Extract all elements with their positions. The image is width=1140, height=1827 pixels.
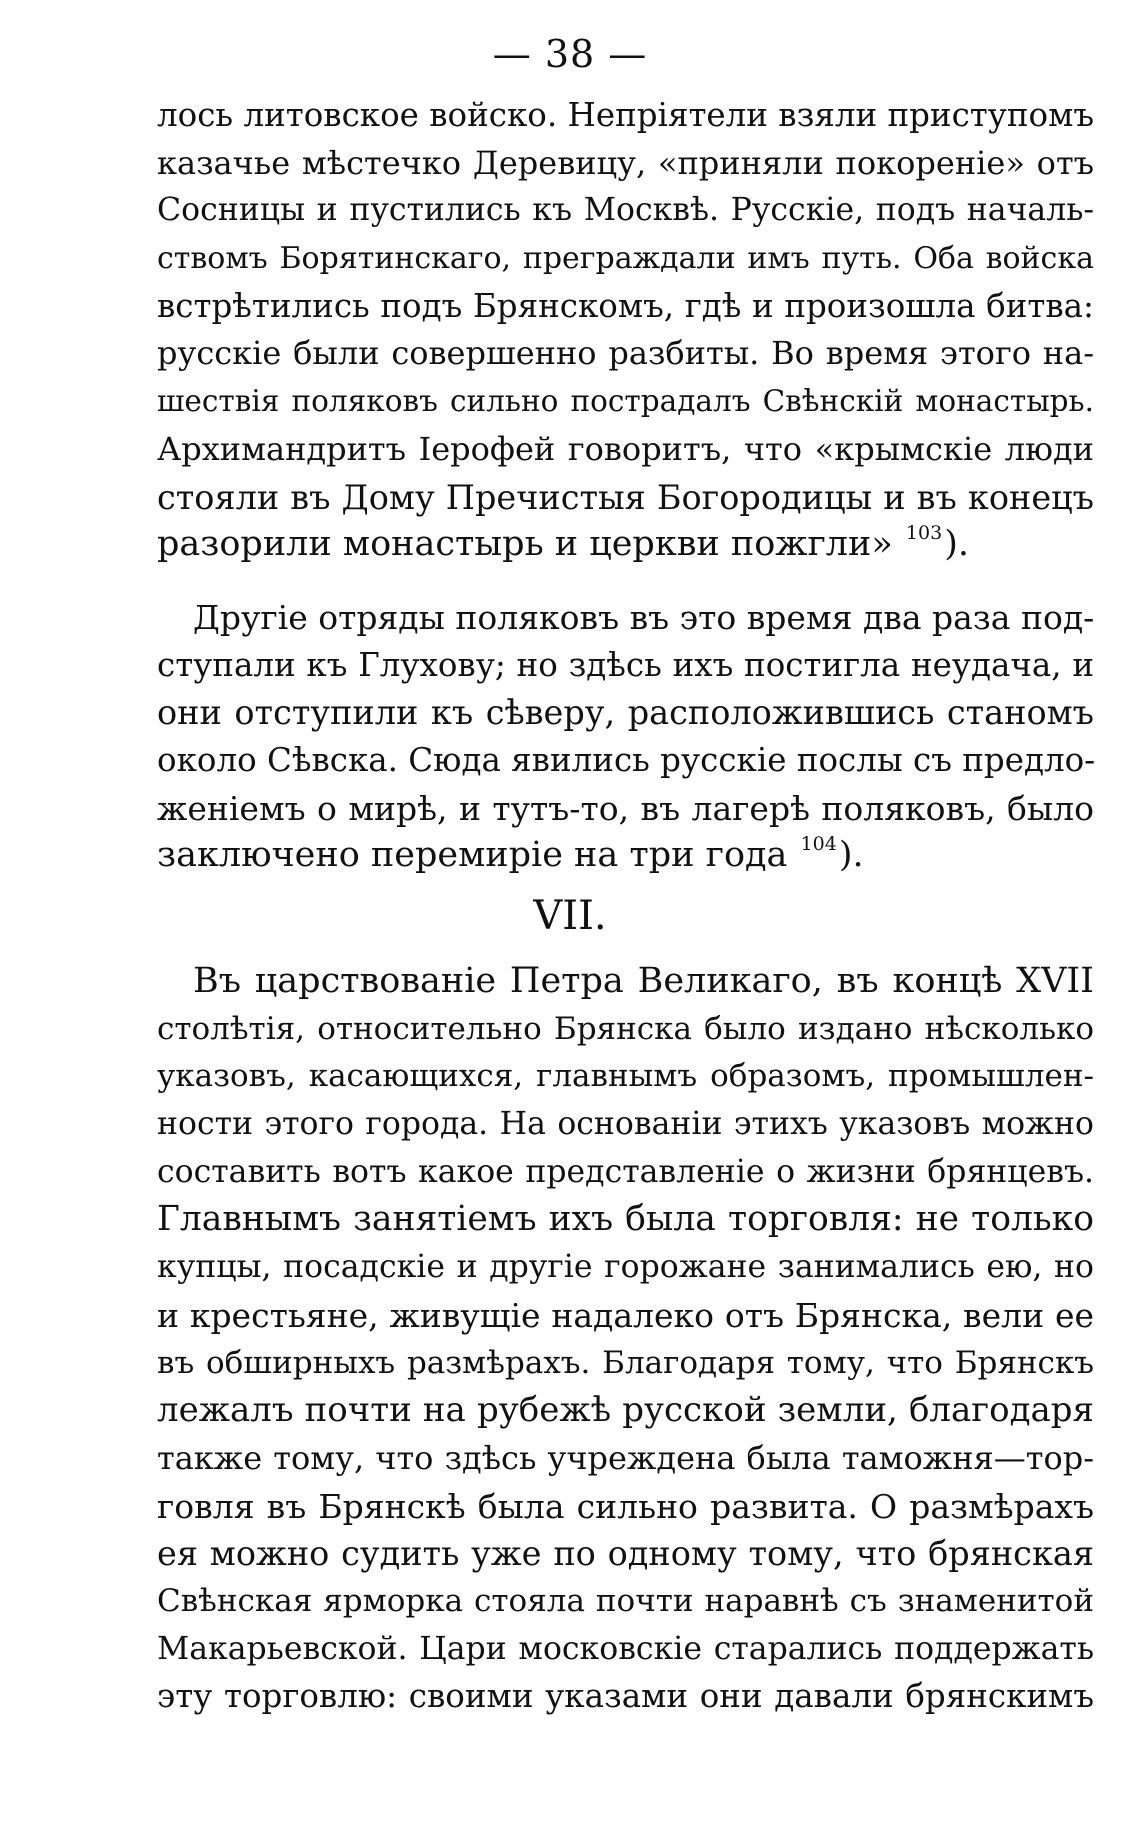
text-line: лось литовское войско. Непріятели взяли приступомъ: [157, 96, 1095, 134]
text-line: ствомъ Борятинскаго, преграждали имъ путь. Оба войска: [157, 241, 1094, 277]
text-line: Главнымъ занятіемъ ихъ была торговля: не только: [157, 1199, 1094, 1240]
text-line: столѣтія, относительно Брянска было издано нѣсколько: [157, 1010, 1094, 1047]
text-line: шествія поляковъ сильно пострадалъ Свѣнскій монастырь.: [157, 384, 1094, 419]
paragraph-2: [157, 594, 1094, 880]
text-line: Сосницы и пустились къ Москвѣ. Русскіе, подъ началь-: [157, 192, 1094, 229]
text-line: ности этого города. На основаніи этихъ указовъ можно: [157, 1106, 1094, 1143]
text-line: въ обширныхъ размѣрахъ. Благодаря тому, что Брянскъ: [157, 1344, 1094, 1381]
text-fragment: разорили монастырь и церкви пожгли»: [157, 524, 893, 565]
text-line: встрѣтились подъ Брянскомъ, гдѣ и произошла битва:: [157, 286, 1094, 325]
text-line: лежалъ почти на рубежѣ русской земли, благодаря: [157, 1390, 1094, 1431]
text-line: ея можно судить уже по одному тому, что брянская: [157, 1534, 1094, 1574]
text-line: женіемъ о мирѣ, и тутъ-то, въ лагерѣ поляковъ, было: [157, 788, 1094, 828]
section-heading: VII.: [533, 893, 607, 939]
text-line-last: [157, 521, 1094, 569]
text-fragment: заключено перемиріе на три года: [157, 835, 788, 876]
paragraph-3: [157, 958, 1094, 1721]
footnote-marker: 104: [800, 833, 837, 856]
page-number: — 38 —: [492, 32, 648, 76]
text-fragment: ).: [838, 835, 864, 876]
text-line: также тому, что здѣсь учреждена была таможня—тор-: [157, 1438, 1094, 1477]
text-line: и крестьяне, живущіе надалеко отъ Брянска, вели ее: [157, 1295, 1094, 1335]
text-line: около Сѣвска. Сюда явились русскіе послы съ предло-: [157, 741, 1096, 780]
text-line-last: [157, 832, 1094, 880]
text-line: стояли въ Дому Пречистыя Богородицы и въ конецъ: [157, 477, 1094, 517]
text-line: составить вотъ какое представленіе о жизни брянцевъ.: [157, 1153, 1094, 1190]
text-line: казачье мѣстечко Деревицу, «приняли покореніе» отъ: [157, 143, 1094, 182]
text-line: Свѣнская ярморка стояла почти наравнѣ съ знаменитой: [157, 1582, 1094, 1619]
text-line: Архимандритъ Іерофей говоритъ, что «крымскіе люди: [157, 429, 1094, 468]
text-line: указовъ, касающихся, главнымъ образомъ, промышлен-: [157, 1058, 1094, 1095]
text-line: Другіе отряды поляковъ въ это время два раза под-: [193, 598, 1095, 637]
text-line: говля въ Брянскѣ была сильно развита. О размѣрахъ: [157, 1486, 1094, 1526]
paragraph-1: [157, 92, 1094, 569]
text-line: они отступили къ сѣверу, расположившись станомъ: [157, 693, 1094, 733]
text-line: русскіе были совершенно разбиты. Во время этого на-: [157, 334, 1094, 373]
text-line: ступали къ Глухову; но здѣсь ихъ постигла неудача, и: [157, 645, 1094, 684]
text-line: эту торговлю: своими указами они давали брянскимъ: [157, 1677, 1094, 1716]
text-fragment: ).: [944, 524, 969, 565]
text-line: Въ царствованіе Петра Великаго, въ концѣ XVII: [193, 961, 1094, 1001]
text-line: Макарьевской. Цари московскіе старались поддержать: [157, 1630, 1094, 1667]
text-line: купцы, посадскіе и другіе горожане занимались ею, но: [157, 1249, 1094, 1286]
footnote-marker: 103: [905, 522, 943, 545]
